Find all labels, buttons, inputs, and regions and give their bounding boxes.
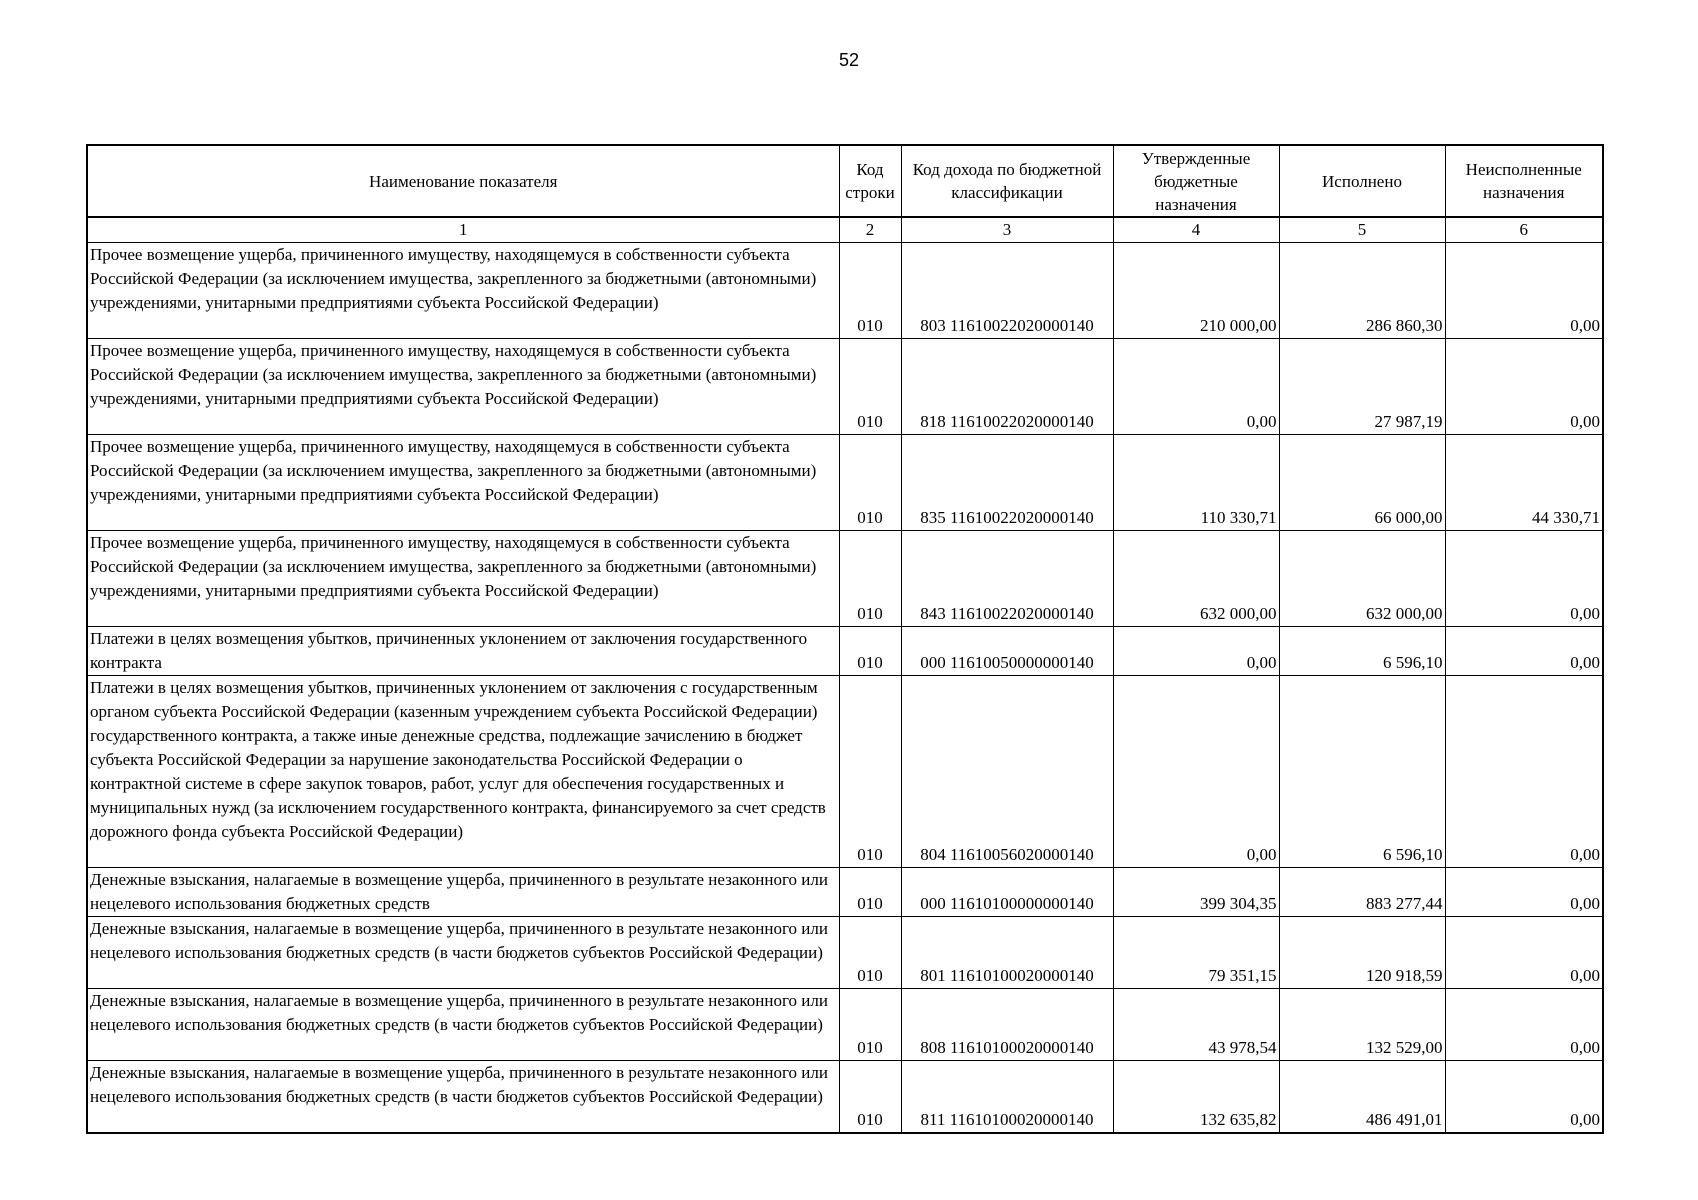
row-executed: 27 987,19 xyxy=(1279,339,1445,435)
row-approved: 0,00 xyxy=(1113,627,1279,676)
row-approved: 632 000,00 xyxy=(1113,531,1279,627)
row-name: Денежные взыскания, налагаемые в возмещение ущерба, причиненного в результате незаконного или нецелевого использования бюджетных средств (в части бюджетов субъектов Российской Федерации) xyxy=(87,1061,839,1133)
row-line-code: 010 xyxy=(839,531,901,627)
row-name: Прочее возмещение ущерба, причиненного имуществу, находящемуся в собственности субъекта Российской Федерации (за исключением имущества, закрепленного за бюджетными (автономными) учреждениями, унитарными предприятиями субъекта Российской Федерации) xyxy=(87,531,839,627)
row-income-code: 804 11610056020000140 xyxy=(901,676,1113,868)
row-approved: 0,00 xyxy=(1113,676,1279,868)
row-line-code: 010 xyxy=(839,868,901,917)
row-line-code: 010 xyxy=(839,1061,901,1133)
row-executed: 883 277,44 xyxy=(1279,868,1445,917)
row-income-code: 803 11610022020000140 xyxy=(901,243,1113,339)
column-number: 3 xyxy=(901,217,1113,243)
table-row xyxy=(87,676,1603,868)
header-income-code: Код дохода по бюджетной классификации xyxy=(901,145,1113,217)
row-line-code: 010 xyxy=(839,627,901,676)
row-unexecuted: 0,00 xyxy=(1445,531,1603,627)
table-row xyxy=(87,917,1603,989)
row-name: Прочее возмещение ущерба, причиненного имуществу, находящемуся в собственности субъекта Российской Федерации (за исключением имущества, закрепленного за бюджетными (автономными) учреждениями, унитарными предприятиями субъекта Российской Федерации) xyxy=(87,435,839,531)
row-income-code: 835 11610022020000140 xyxy=(901,435,1113,531)
row-line-code: 010 xyxy=(839,676,901,868)
header-unexecuted: Неисполненные назначения xyxy=(1445,145,1603,217)
row-executed: 632 000,00 xyxy=(1279,531,1445,627)
page-number: 52 xyxy=(838,50,860,70)
row-unexecuted: 0,00 xyxy=(1445,1061,1603,1133)
row-unexecuted: 0,00 xyxy=(1445,627,1603,676)
row-income-code: 843 11610022020000140 xyxy=(901,531,1113,627)
row-unexecuted: 0,00 xyxy=(1445,243,1603,339)
row-executed: 120 918,59 xyxy=(1279,917,1445,989)
row-executed: 6 596,10 xyxy=(1279,627,1445,676)
row-approved: 79 351,15 xyxy=(1113,917,1279,989)
table-body xyxy=(87,243,1603,1133)
row-name: Денежные взыскания, налагаемые в возмещение ущерба, причиненного в результате незаконного или нецелевого использования бюджетных средств (в части бюджетов субъектов Российской Федерации) xyxy=(87,917,839,989)
column-number: 5 xyxy=(1279,217,1445,243)
header-approved: Утвержденные бюджетные назначения xyxy=(1113,145,1279,217)
header-row xyxy=(87,145,1603,217)
column-number: 1 xyxy=(87,217,839,243)
row-unexecuted: 0,00 xyxy=(1445,339,1603,435)
row-approved: 132 635,82 xyxy=(1113,1061,1279,1133)
row-line-code: 010 xyxy=(839,917,901,989)
row-line-code: 010 xyxy=(839,435,901,531)
table-row xyxy=(87,868,1603,917)
row-approved: 43 978,54 xyxy=(1113,989,1279,1061)
header-line-code: Код строки xyxy=(839,145,901,217)
column-number: 4 xyxy=(1113,217,1279,243)
row-line-code: 010 xyxy=(839,989,901,1061)
header-name: Наименование показателя xyxy=(87,145,839,217)
row-name: Денежные взыскания, налагаемые в возмещение ущерба, причиненного в результате незаконного или нецелевого использования бюджетных средств (в части бюджетов субъектов Российской Федерации) xyxy=(87,989,839,1061)
row-income-code: 000 11610100000000140 xyxy=(901,868,1113,917)
row-income-code: 808 11610100020000140 xyxy=(901,989,1113,1061)
table-row xyxy=(87,627,1603,676)
column-number-row xyxy=(87,217,1603,243)
row-approved: 110 330,71 xyxy=(1113,435,1279,531)
row-income-code: 811 11610100020000140 xyxy=(901,1061,1113,1133)
row-executed: 486 491,01 xyxy=(1279,1061,1445,1133)
row-unexecuted: 0,00 xyxy=(1445,868,1603,917)
row-unexecuted: 0,00 xyxy=(1445,917,1603,989)
row-executed: 132 529,00 xyxy=(1279,989,1445,1061)
row-line-code: 010 xyxy=(839,243,901,339)
row-approved: 0,00 xyxy=(1113,339,1279,435)
row-executed: 66 000,00 xyxy=(1279,435,1445,531)
row-income-code: 801 11610100020000140 xyxy=(901,917,1113,989)
row-name: Денежные взыскания, налагаемые в возмещение ущерба, причиненного в результате незаконного или нецелевого использования бюджетных средств xyxy=(87,868,839,917)
row-name: Платежи в целях возмещения убытков, причиненных уклонением от заключения государственного контракта xyxy=(87,627,839,676)
header-executed: Исполнено xyxy=(1279,145,1445,217)
row-unexecuted: 0,00 xyxy=(1445,989,1603,1061)
row-income-code: 818 11610022020000140 xyxy=(901,339,1113,435)
column-number: 2 xyxy=(839,217,901,243)
row-approved: 210 000,00 xyxy=(1113,243,1279,339)
row-unexecuted: 0,00 xyxy=(1445,676,1603,868)
row-line-code: 010 xyxy=(839,339,901,435)
table-row xyxy=(87,1061,1603,1133)
row-name: Платежи в целях возмещения убытков, причиненных уклонением от заключения с государственным органом субъекта Российской Федерации (казенным учреждением субъекта Российской Федерации) государственного контракта, а также иные денежные средства, подлежащие зачислению в бюджет субъекта Российской Федерации за нарушение законодательства Российской Федерации о контрактной системе в сфере закупок товаров, работ, услуг для обеспечения государственных и муниципальных нужд (за исключением государственного контракта, финансируемого за счет средств дорожного фонда субъекта Российской Федерации) xyxy=(87,676,839,868)
row-executed: 286 860,30 xyxy=(1279,243,1445,339)
table-row xyxy=(87,531,1603,627)
column-number: 6 xyxy=(1445,217,1603,243)
table-row xyxy=(87,989,1603,1061)
table-row xyxy=(87,339,1603,435)
row-executed: 6 596,10 xyxy=(1279,676,1445,868)
row-unexecuted: 44 330,71 xyxy=(1445,435,1603,531)
table-row xyxy=(87,435,1603,531)
row-income-code: 000 11610050000000140 xyxy=(901,627,1113,676)
income-report-table xyxy=(86,144,1604,1134)
table-row xyxy=(87,243,1603,339)
row-name: Прочее возмещение ущерба, причиненного имуществу, находящемуся в собственности субъекта Российской Федерации (за исключением имущества, закрепленного за бюджетными (автономными) учреждениями, унитарными предприятиями субъекта Российской Федерации) xyxy=(87,339,839,435)
row-name: Прочее возмещение ущерба, причиненного имуществу, находящемуся в собственности субъекта Российской Федерации (за исключением имущества, закрепленного за бюджетными (автономными) учреждениями, унитарными предприятиями субъекта Российской Федерации) xyxy=(87,243,839,339)
row-approved: 399 304,35 xyxy=(1113,868,1279,917)
